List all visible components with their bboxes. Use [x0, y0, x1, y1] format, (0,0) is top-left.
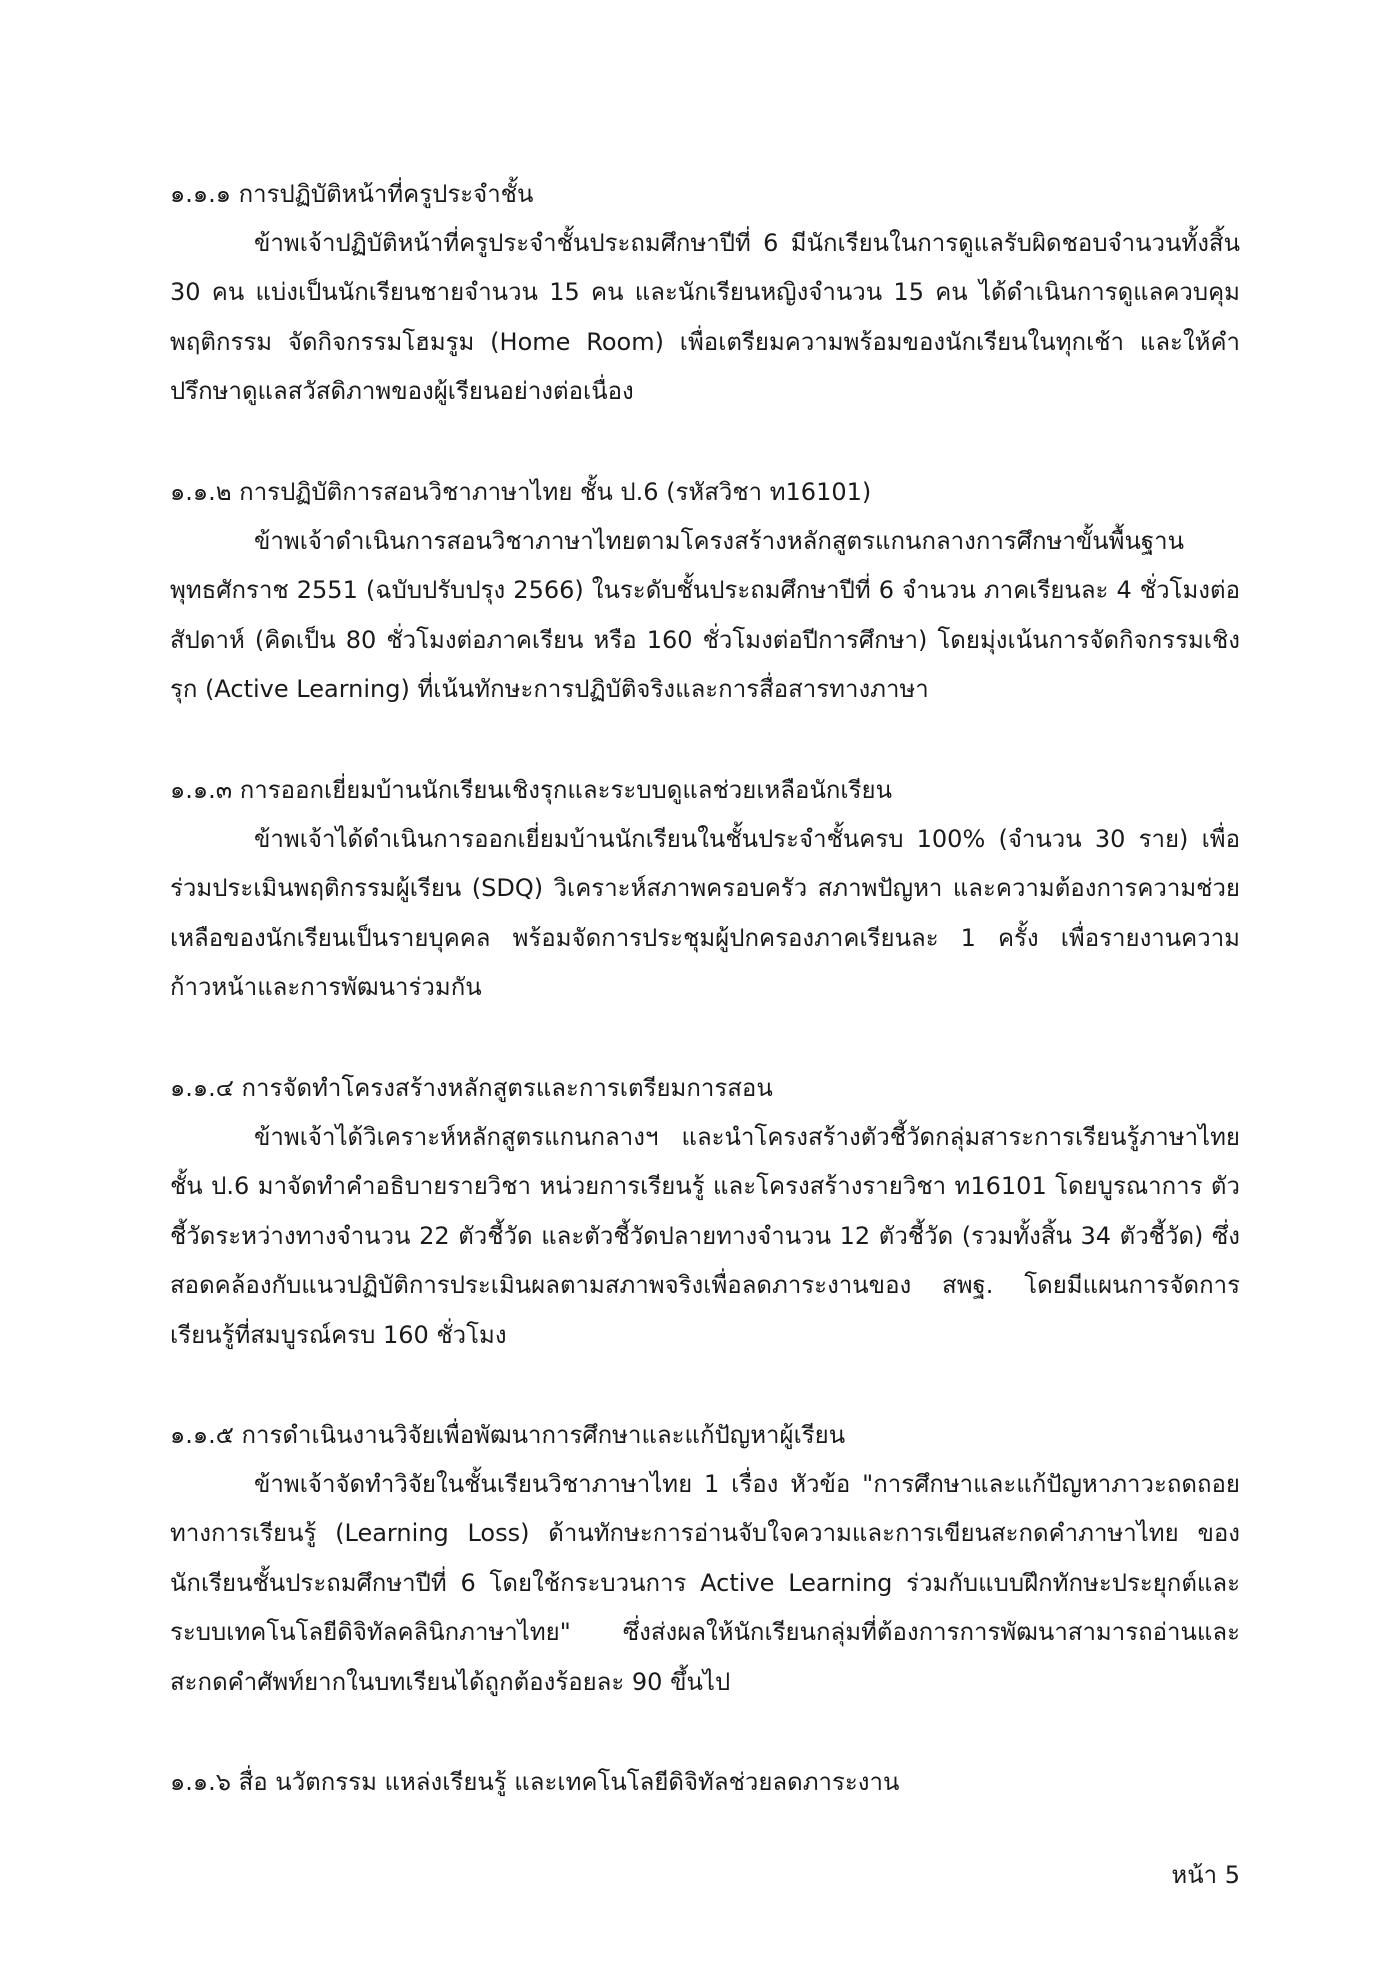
section-heading: ๑.๑.๓ การออกเยี่ยมบ้านนักเรียนเชิงรุกและระบบดูแลช่วยเหลือนักเรียน	[170, 776, 892, 804]
section-paragraph: ข้าพเจ้าจัดทำวิจัยในชั้นเรียนวิชาภาษาไทย 1 เรื่อง หัวข้อ "การศึกษาและแก้ปัญหาภาวะถดถอยทางการเรียนรู้ (Learning Loss) ด้านทักษะการอ่านจับใจความและการเขียนสะกดคำภาษาไทย ของนักเรียนชั้นประถมศึกษาปีที่ 6 โดยใช้กระบวนการ Active Learning ร่วมกับแบบฝึกทักษะประยุกต์และระบบเทคโนโลยีดิจิทัลคลินิกภาษาไทย" ซึ่งส่งผลให้นักเรียนกลุ่มที่ต้องการการพัฒนาสามารถอ่านและสะกดคำศัพท์ยากในบทเรียนได้ถูกต้องร้อยละ 90 ขึ้นไป	[170, 1470, 1240, 1696]
section-paragraph: ข้าพเจ้าได้วิเคราะห์หลักสูตรแกนกลางฯ และนำโครงสร้างตัวชี้วัดกลุ่มสาระการเรียนรู้ภาษาไทย ชั้น ป.6 มาจัดทำคำอธิบายรายวิชา หน่วยการเรียนรู้ และโครงสร้างรายวิชา ท16101 โดยบูรณาการ ตัวชี้วัดระหว่างทางจำนวน 22 ตัวชี้วัด และตัวชี้วัดปลายทางจำนวน 12 ตัวชี้วัด (รวมทั้งสิ้น 34 ตัวชี้วัด) ซึ่งสอดคล้องกับแนวปฏิบัติการประเมินผลตามสภาพจริงเพื่อลดภาระงานของ สพฐ. โดยมีแผนการจัดการเรียนรู้ที่สมบูรณ์ครบ 160 ชั่วโมง	[170, 1123, 1240, 1349]
section-heading: ๑.๑.๑ การปฏิบัติหน้าที่ครูประจำชั้น	[170, 180, 534, 208]
section-1-1-2	[170, 468, 1240, 715]
section-heading: ๑.๑.๒ การปฏิบัติการสอนวิชาภาษาไทย ชั้น ป.6 (รหัสวิชา ท16101)	[170, 478, 872, 506]
section-1-1-1	[170, 170, 1240, 417]
section-paragraph: ข้าพเจ้าดำเนินการสอนวิชาภาษาไทยตามโครงสร้างหลักสูตรแกนกลางการศึกษาขั้นพื้นฐาน พุทธศักราช 2551 (ฉบับปรับปรุง 2566) ในระดับชั้นประถมศึกษาปีที่ 6 จำนวน ภาคเรียนละ 4 ชั่วโมงต่อสัปดาห์ (คิดเป็น 80 ชั่วโมงต่อภาคเรียน หรือ 160 ชั่วโมงต่อปีการศึกษา) โดยมุ่งเน้นการจัดกิจกรรมเชิงรุก (Active Learning) ที่เน้นทักษะการปฏิบัติจริงและการสื่อสารทางภาษา	[170, 527, 1240, 704]
section-1-1-5	[170, 1411, 1240, 1707]
section-1-1-3	[170, 766, 1240, 1013]
section-1-1-4	[170, 1064, 1240, 1360]
page-number: หน้า 5	[1171, 1861, 1240, 1889]
section-heading: ๑.๑.๔ การจัดทำโครงสร้างหลักสูตรและการเตรียมการสอน	[170, 1074, 773, 1102]
section-paragraph: ข้าพเจ้าได้ดำเนินการออกเยี่ยมบ้านนักเรียนในชั้นประจำชั้นครบ 100% (จำนวน 30 ราย) เพื่อร่วมประเมินพฤติกรรมผู้เรียน (SDQ) วิเคราะห์สภาพครอบครัว สภาพปัญหา และความต้องการความช่วยเหลือของนักเรียนเป็นรายบุคคล พร้อมจัดการประชุมผู้ปกครองภาคเรียนละ 1 ครั้ง เพื่อรายงานความก้าวหน้าและการพัฒนาร่วมกัน	[170, 825, 1240, 1002]
section-heading: ๑.๑.๖ สื่อ นวัตกรรม แหล่งเรียนรู้ และเทคโนโลยีดิจิทัลช่วยลดภาระงาน	[170, 1768, 900, 1796]
section-heading: ๑.๑.๕ การดำเนินงานวิจัยเพื่อพัฒนาการศึกษาและแก้ปัญหาผู้เรียน	[170, 1421, 846, 1449]
section-1-1-6	[170, 1758, 1240, 1807]
section-paragraph: ข้าพเจ้าปฏิบัติหน้าที่ครูประจำชั้นประถมศึกษาปีที่ 6 มีนักเรียนในการดูแลรับผิดชอบจำนวนทั้งสิ้น 30 คน แบ่งเป็นนักเรียนชายจำนวน 15 คน และนักเรียนหญิงจำนวน 15 คน ได้ดำเนินการดูแลควบคุมพฤติกรรม จัดกิจกรรมโฮมรูม (Home Room) เพื่อเตรียมความพร้อมของนักเรียนในทุกเช้า และให้คำปรึกษาดูแลสวัสดิภาพของผู้เรียนอย่างต่อเนื่อง	[170, 229, 1240, 406]
